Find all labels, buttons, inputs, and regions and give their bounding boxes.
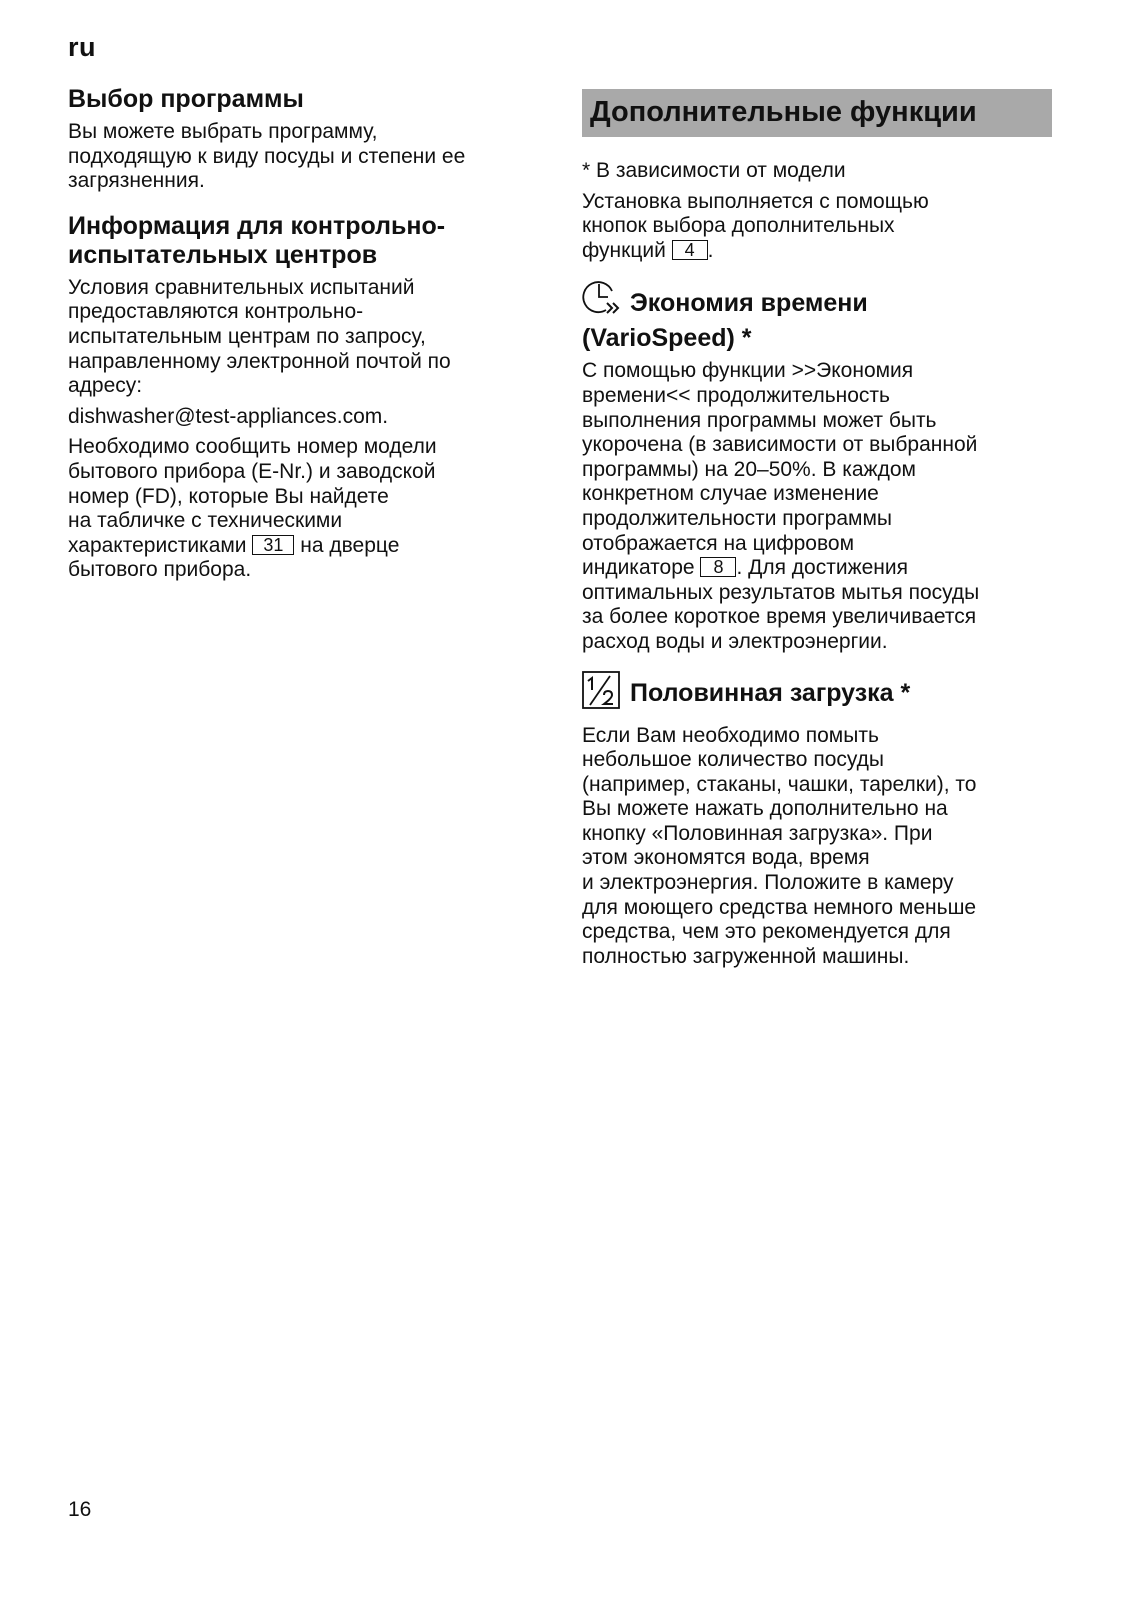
page-number: 16 <box>68 1498 92 1521</box>
vario-title-line2: (VarioSpeed) * <box>582 324 752 353</box>
program-choice-text: Вы можете выбрать программу, подходящую к виду посуды и степени ее загрязненния. <box>68 120 466 193</box>
half-load-text: Если Вам необходимо помыть небольшое количество посуды (например, стаканы, чашки, тарелки), то Вы можете нажать дополнительно на кнопку «Половинная загрузка». При этом экономятся вода, время и электроэнергия. Положите в камеру для моющего средства немного меньше средства, чем это рекомендуется для полностью загруженной машины. <box>582 723 977 968</box>
section-title-test-centers: Информация для контрольно- испытательных центров <box>68 211 446 269</box>
clock-fast-forward-icon <box>582 277 622 322</box>
model-note: * В зависимости от модели <box>582 159 846 182</box>
half-load-heading <box>582 671 1052 716</box>
half-load-icon <box>582 671 622 716</box>
extra-functions-intro: Установка выполняется с помощью кнопок выбора дополнительных функций 4 . <box>582 189 929 262</box>
vario-heading <box>582 277 1052 322</box>
reference-box-8: 8 <box>700 557 736 577</box>
half-load-title: Половинная загрузка * <box>630 678 911 707</box>
reference-box-31: 31 <box>252 535 294 555</box>
language-code: ru <box>68 32 96 62</box>
vario-title-line1: Экономия времени <box>630 289 868 318</box>
section-banner-extra-functions: Дополнительные функции <box>582 89 1052 137</box>
test-centers-para2: Необходимо сообщить номер модели бытового прибора (E-Nr.) и заводской номер (FD), которые Вы найдете на табличке с техническими характеристиками 31 на дверце бытового прибора. <box>68 435 437 582</box>
email-address[interactable]: dishwasher@test-appliances.com. <box>68 404 389 428</box>
vario-text: С помощью функции >>Экономия времени<< продолжительность выполнения программы может быть укорочена (в зависимости от выбранной программы) на 20–50%. В каждом конкретном случае изменение продолжительности программы отображается на цифровом индикаторе 8 . Для достижения оптимальных результатов мытья посуды за более короткое время увеличивается расход воды и электроэнергии. <box>582 359 980 653</box>
test-centers-para1: Условия сравнительных испытаний предоставляются контрольно- испытательным центрам по запросу, направленному электронной почтой по адресу: <box>68 275 451 398</box>
section-title-program-choice: Выбор программы <box>68 85 304 113</box>
left-column <box>68 84 538 589</box>
reference-box-4: 4 <box>672 240 708 260</box>
right-column <box>582 84 1052 975</box>
